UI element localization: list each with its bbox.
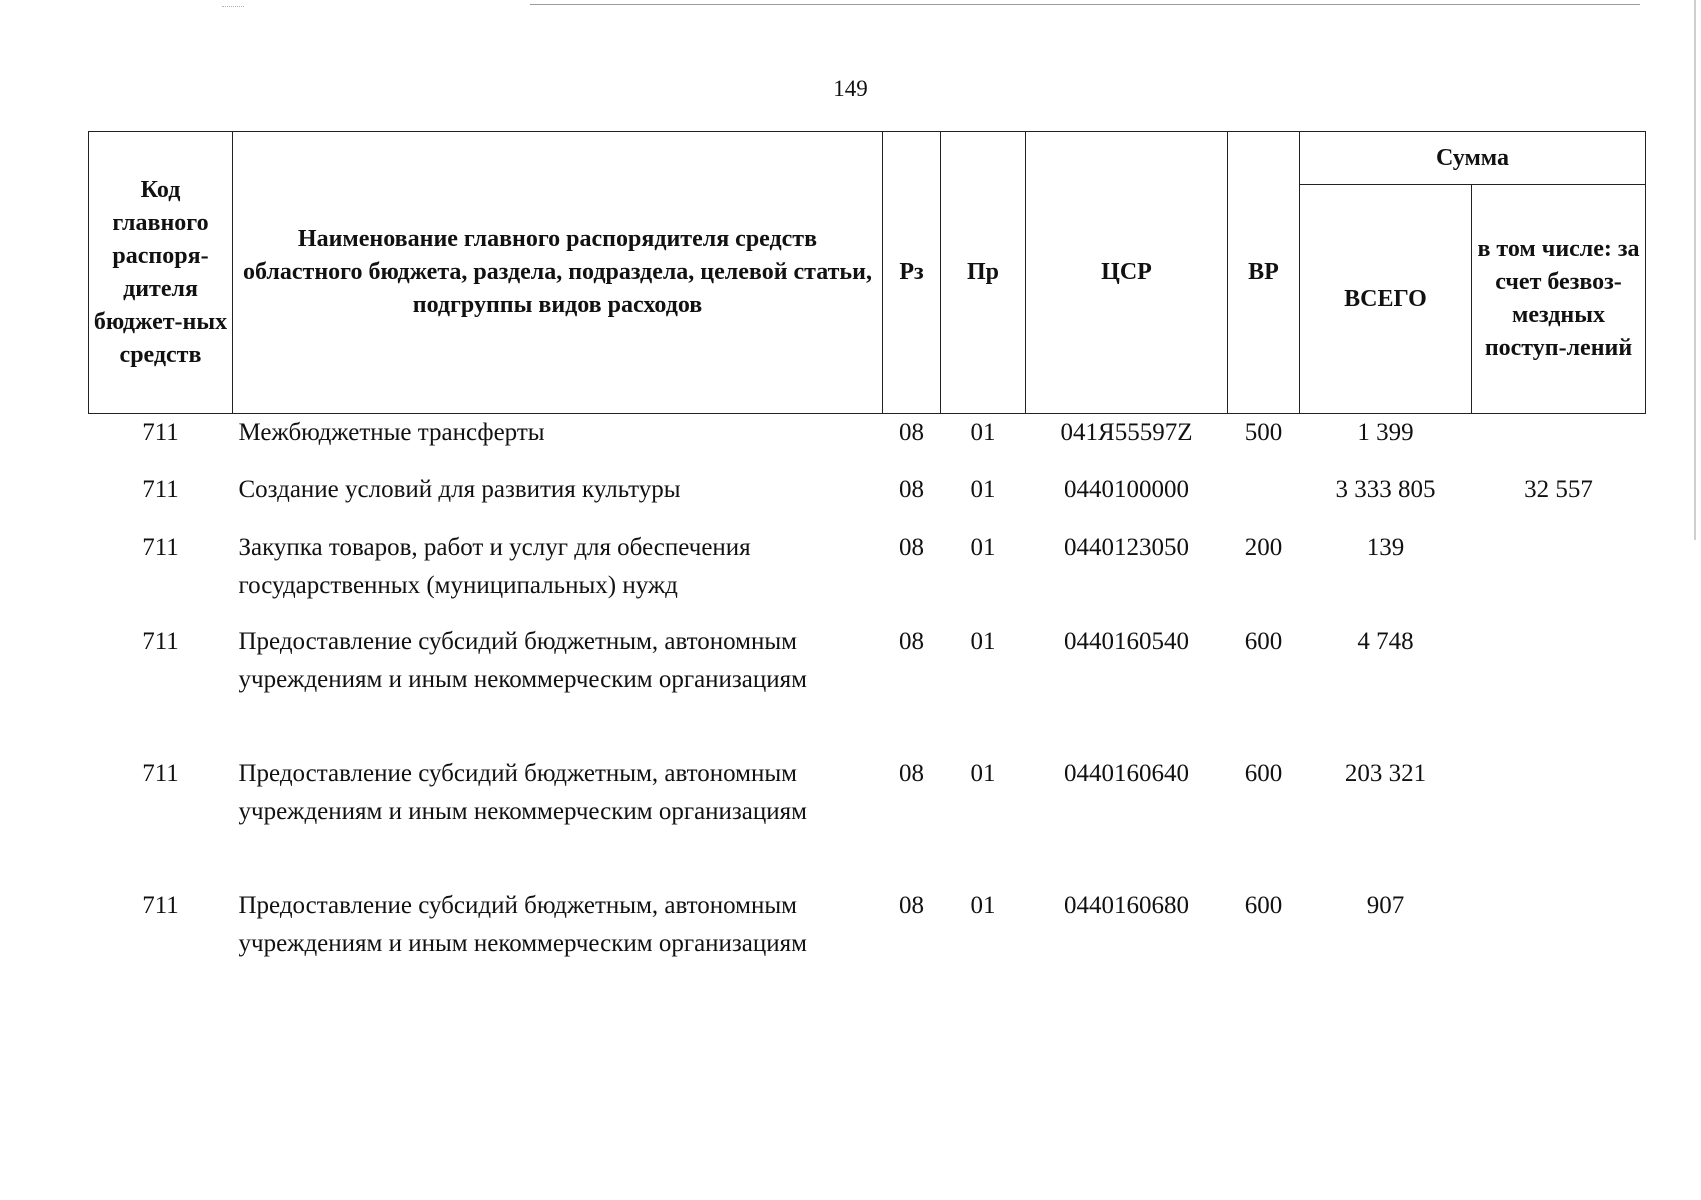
cell-vr: 600 [1244,892,1283,919]
cell-pr: 01 [970,534,996,561]
page-number: 149 [833,76,868,101]
header-rz: Рз [883,132,941,414]
budget-table [88,131,1646,1019]
cell-rz: 08 [899,534,924,561]
cell-csr: 0440100000 [1064,476,1189,503]
cell-csr: 0440160680 [1064,892,1189,919]
cell-pr: 01 [970,419,996,446]
cell-rz: 08 [899,419,924,446]
cell-csr: 041Я55597Z [1060,419,1193,446]
cell-name: Предоставление субсидий бюджетным, автономным учреждениям и иным некоммерческим организациям [238,628,807,693]
cell-name: Предоставление субсидий бюджетным, автономным учреждениям и иным некоммерческим организациям [238,760,807,825]
header-incl: в том числе: за счет безвоз-мездных поступ-лений [1472,185,1646,414]
cell-total: 139 [1366,534,1405,561]
cell-vr: 200 [1244,534,1283,561]
cell-incl: 32 557 [1524,476,1593,503]
header-pr: Пр [941,132,1026,414]
table-row [89,887,1646,1019]
cell-name: Создание условий для развития культуры [238,476,681,503]
header-name: Наименование главного распорядителя средств областного бюджета, раздела, подраздела, целевой статьи, подгруппы видов расходов [233,132,883,414]
cell-code: 711 [142,419,179,446]
table-row [89,529,1646,623]
cell-csr: 0440160540 [1064,628,1189,655]
cell-rz: 08 [899,892,924,919]
table-row [89,623,1646,755]
table-header [89,132,1646,414]
cell-csr: 0440123050 [1064,534,1189,561]
cell-incl [1472,414,1646,472]
cell-code: 711 [142,760,179,787]
cell-csr: 0440160640 [1064,760,1189,787]
header-code: Код главного распоря-дителя бюджет-ных средств [89,132,233,414]
cell-code: 711 [142,476,179,503]
cell-total: 1 399 [1357,419,1414,446]
cell-total: 4 748 [1357,628,1414,655]
header-vr: ВР [1228,132,1300,414]
scan-artifact-line [530,4,1640,5]
cell-total: 907 [1366,892,1405,919]
cell-pr: 01 [970,476,996,503]
cell-code: 711 [142,628,179,655]
scan-artifact-mark [222,6,244,7]
cell-rz: 08 [899,628,924,655]
cell-incl [1472,623,1646,755]
table-row [89,414,1646,472]
table-row [89,755,1646,887]
cell-code: 711 [142,534,179,561]
cell-total: 3 333 805 [1335,476,1436,503]
cell-pr: 01 [970,892,996,919]
cell-rz: 08 [899,760,924,787]
header-sum: Сумма [1300,132,1646,185]
cell-vr: 600 [1244,760,1283,787]
cell-vr: 600 [1244,628,1283,655]
cell-total: 203 321 [1344,760,1427,787]
cell-incl [1472,529,1646,623]
table-body [89,414,1646,1020]
table-row [89,471,1646,529]
header-csr: ЦСР [1026,132,1228,414]
cell-vr [1228,471,1300,529]
cell-incl [1472,755,1646,887]
cell-name: Предоставление субсидий бюджетным, автономным учреждениям и иным некоммерческим организациям [238,892,807,957]
cell-incl [1472,887,1646,1019]
cell-rz: 08 [899,476,924,503]
cell-pr: 01 [970,628,996,655]
cell-name: Закупка товаров, работ и услуг для обеспечения государственных (муниципальных) нужд [238,534,751,599]
cell-code: 711 [142,892,179,919]
cell-pr: 01 [970,760,996,787]
header-total: ВСЕГО [1300,185,1472,414]
cell-vr: 500 [1244,419,1283,446]
cell-name: Межбюджетные трансферты [238,419,545,446]
